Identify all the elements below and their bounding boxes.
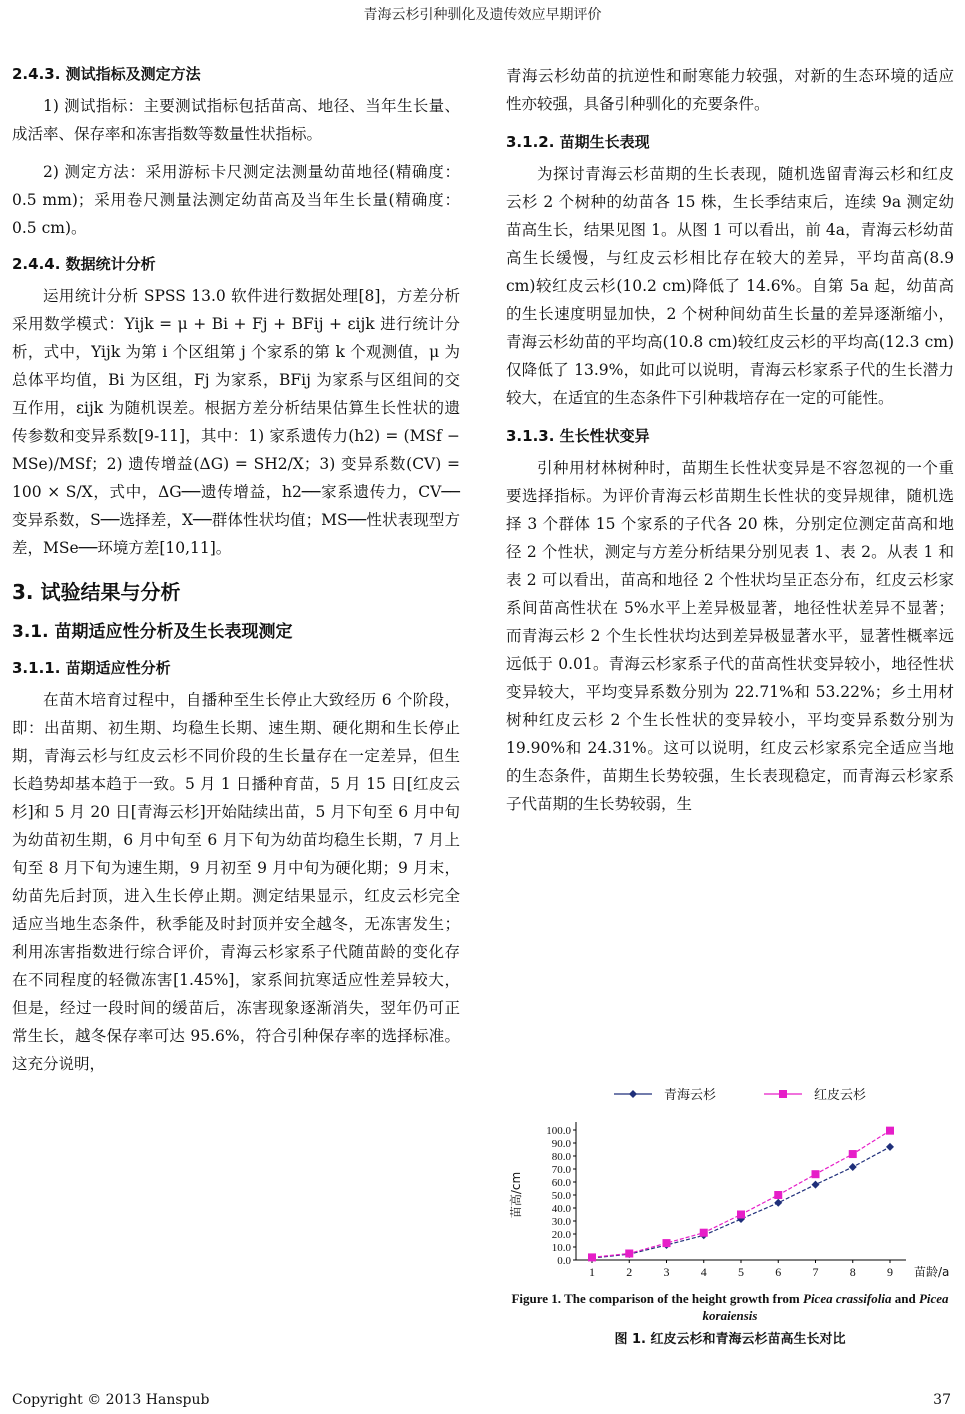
legend-label-2: 红皮云杉 <box>814 1088 867 1103</box>
paragraph-test-methods: 2) 测定方法：采用游标卡尺测定法测量幼苗地径(精确度：0.5 mm)；采用卷尺测量法测定幼苗高及当年生长量(精确度：0.5 cm)。 <box>12 163 460 237</box>
data-point-series-1 <box>774 1199 782 1207</box>
x-tick-label: 4 <box>700 1265 707 1279</box>
series-line-2 <box>592 1131 890 1258</box>
y-tick-label: 100.0 <box>546 1125 571 1137</box>
footer-copyright: Copyright © 2013 Hanspub <box>12 1392 210 1408</box>
data-point-series-2 <box>737 1211 745 1219</box>
section-3-1-heading: 3.1. 苗期适应性分析及生长表现测定 <box>12 622 293 642</box>
section-3-1-2-heading: 3.1.2. 苗期生长表现 <box>506 133 650 151</box>
x-tick-label: 1 <box>589 1265 595 1279</box>
x-tick-label: 2 <box>626 1265 633 1279</box>
x-tick-label: 6 <box>775 1265 782 1279</box>
section-2-4-3-heading: 2.4.3. 测试指标及测定方法 <box>12 65 201 83</box>
left-column <box>12 62 460 1088</box>
section-2-4-4-heading: 2.4.4. 数据统计分析 <box>12 255 156 273</box>
y-tick-label: 90.0 <box>551 1138 571 1150</box>
y-tick-label: 30.0 <box>551 1216 571 1228</box>
paragraph-trait-variation: 引种用材林树种时，苗期生长性状变异是不容忽视的一个重要选择指标。为评价青海云杉苗期生长性状的变异规律，随机选择 3 个群体 15 个家系的子代各 20 株，分别定位测定苗高和地径 2 个性状，测定与方差分析结果分别见表 1、表 2。从表 1 和表 2 可以看出，苗高和地径 2 个性状均呈正态分布，红皮云杉家系间苗高性状在 5%水平上差异极显著，地径性状差异不显著；而青海云杉 2 个生长性状均达到差异极显著水平，显著性概率远远低于 0.01。青海云杉家系子代的苗高性状变异较小，地径性状变异较大，平均变异系数分别为 22.71%和 53.22%；乡土用材树种红皮云杉 2 个生长性状的变异较小，平均变异系数分别为 19.90%和 24.31%。这可以说明，红皮云杉家系完全适应当地的生态条件，苗期生长势较强，生长表现稳定，而青海云杉家系子代苗期的生长势较弱，生 <box>506 459 954 813</box>
right-column <box>506 62 954 828</box>
y-tick-label: 70.0 <box>551 1164 571 1176</box>
data-point-series-1 <box>886 1143 894 1151</box>
x-tick-label: 9 <box>887 1265 893 1279</box>
y-tick-label: 20.0 <box>551 1229 571 1241</box>
y-tick-label: 0.0 <box>557 1255 571 1267</box>
data-point-series-2 <box>774 1191 782 1199</box>
data-point-series-2 <box>849 1150 857 1158</box>
legend-marker-square-icon <box>779 1090 787 1098</box>
y-tick-label: 10.0 <box>551 1242 571 1254</box>
y-tick-label: 60.0 <box>551 1177 571 1189</box>
y-tick-label: 40.0 <box>551 1203 571 1215</box>
data-point-series-2 <box>663 1239 671 1247</box>
figure-caption-zh: 图 1. 红皮云杉和青海云杉苗高生长对比 <box>614 1332 846 1347</box>
legend-marker-diamond-icon <box>629 1090 637 1098</box>
section-3-heading: 3. 试验结果与分析 <box>12 580 181 604</box>
data-point-series-2 <box>886 1127 894 1135</box>
x-tick-label: 7 <box>812 1265 819 1279</box>
section-3-1-1-heading: 3.1.1. 苗期适应性分析 <box>12 659 171 677</box>
y-tick-label: 50.0 <box>551 1190 571 1202</box>
paragraph-test-indicators: 1) 测试指标：主要测试指标包括苗高、地径、当年生长量、成活率、保存率和冻害指数等数量性状指标。 <box>12 97 460 143</box>
data-point-series-2 <box>588 1253 596 1261</box>
x-tick-label: 5 <box>738 1265 744 1279</box>
figure-1 <box>506 1082 954 1347</box>
legend-label-1: 青海云杉 <box>664 1088 717 1103</box>
running-head: 青海云杉引种驯化及遗传效应早期评价 <box>363 7 602 23</box>
footer-page-number: 37 <box>933 1392 951 1408</box>
y-tick-label: 80.0 <box>551 1151 571 1163</box>
caption-en-species-1: Picea crassifolia <box>803 1291 892 1306</box>
paragraph-growth-performance: 为探讨青海云杉苗期的生长表现，随机选留青海云杉和红皮云杉 2 个树种的幼苗各 15 株，生长季结束后，连续 9a 测定幼苗高生长，结果见图 1。从图 1 可以看出，前 4a，青海云杉幼苗高生长缓慢，与红皮云杉相比存在较大的差异，平均苗高(8.9 cm)较红皮云杉(10.2 cm)降低了 14.6%。自第 5a 起，幼苗高的生长速度明显加快，2 个树种间幼苗生长量的差异逐渐缩小，青海云杉幼苗的平均高(10.8 cm)较红皮云杉的平均高(12.3 cm)仅降低了 13.9%，如此可以说明，青海云杉家系子代的生长潜力较大，在适宜的生态条件下引种栽培存在一定的可能性。 <box>506 165 954 407</box>
paragraph-statistics: 运用统计分析 SPSS 13.0 软件进行数据处理[8]，方差分析采用数学模式：Yijk = μ + Bi + Fj + BFij + εijk 进行统计分析，式中，Yijk 为第 i 个区组第 j 个家系的第 k 个观测值，μ 为总体平均值，Bi 为区组，Fj 为家系，BFij 为家系与区组间的交互作用，εijk 为随机误差。根据方差分析结果估算生长性状的遗传参数和变异系数[9-11]，其中：1) 家系遗传力(h2) = (MSf − MSe)/MSf；2) 遗传增益(ΔG) = SH2/X；3) 变异系数(CV) = 100 × S/X，式中，ΔG──遗传增益，h2──家系遗传力，CV──变异系数，S──选择差，X──群体性状均值；MS──性状表现型方差，MSe──环境方差[10,11]。 <box>12 287 460 557</box>
data-point-series-2 <box>812 1170 820 1178</box>
data-point-series-1 <box>812 1181 820 1189</box>
caption-en-mid: and <box>891 1291 919 1306</box>
caption-en-prefix: Figure 1. The comparison of the height growth from <box>511 1291 803 1306</box>
figure-caption-en <box>506 1290 954 1324</box>
paragraph-adaptability: 在苗木培育过程中，自播种至生长停止大致经历 6 个阶段，即：出苗期、初生期、均稳生长期、速生期、硬化期和生长停止期，青海云杉与红皮云杉不同价段的生长量存在一定差异，但生长趋势却基本趋于一致。5 月 1 日播种育苗，5 月 15 日[红皮云杉]和 5 月 20 日[青海云杉]开始陆续出苗，5 月下旬至 6 月中旬为幼苗初生期，6 月中旬至 6 月下旬为幼苗均稳生长期，7 月上旬至 8 月下旬为速生期，9 月初至 9 月中旬为硬化期；9 月末，幼苗先后封顶，进入生长停止期。测定结果显示，红皮云杉完全适应当地生态条件，秋季能及时封顶并安全越冬，无冻害发生；利用冻害指数进行综合评价，青海云杉家系子代随苗龄的变化存在不同程度的轻微冻害[1.45%]，家系间抗寒适应性差异较大，但是，经过一段时间的缓苗后，冻害现象逐渐消失，翌年仍可正常生长，越冬保存率可达 95.6%，符合引种保存率的选择标准。这充分说明， <box>12 691 460 1073</box>
data-point-series-1 <box>849 1163 857 1171</box>
height-growth-chart <box>506 1082 954 1282</box>
y-axis-label: 苗高/cm <box>509 1171 523 1219</box>
x-tick-label: 8 <box>849 1265 856 1279</box>
data-point-series-2 <box>625 1250 633 1258</box>
series-line-1 <box>592 1147 890 1258</box>
data-point-series-2 <box>700 1229 708 1237</box>
paragraph-continuation: 青海云杉幼苗的抗逆性和耐寒能力较强，对新的生态环境的适应性亦较强，具备引种驯化的充要条件。 <box>506 67 954 113</box>
x-tick-label: 3 <box>663 1265 670 1279</box>
section-3-1-3-heading: 3.1.3. 生长性状变异 <box>506 427 650 445</box>
x-axis-label: 苗龄/a <box>914 1265 950 1279</box>
caption-en-species-2: Picea koraiensis <box>702 1291 949 1323</box>
